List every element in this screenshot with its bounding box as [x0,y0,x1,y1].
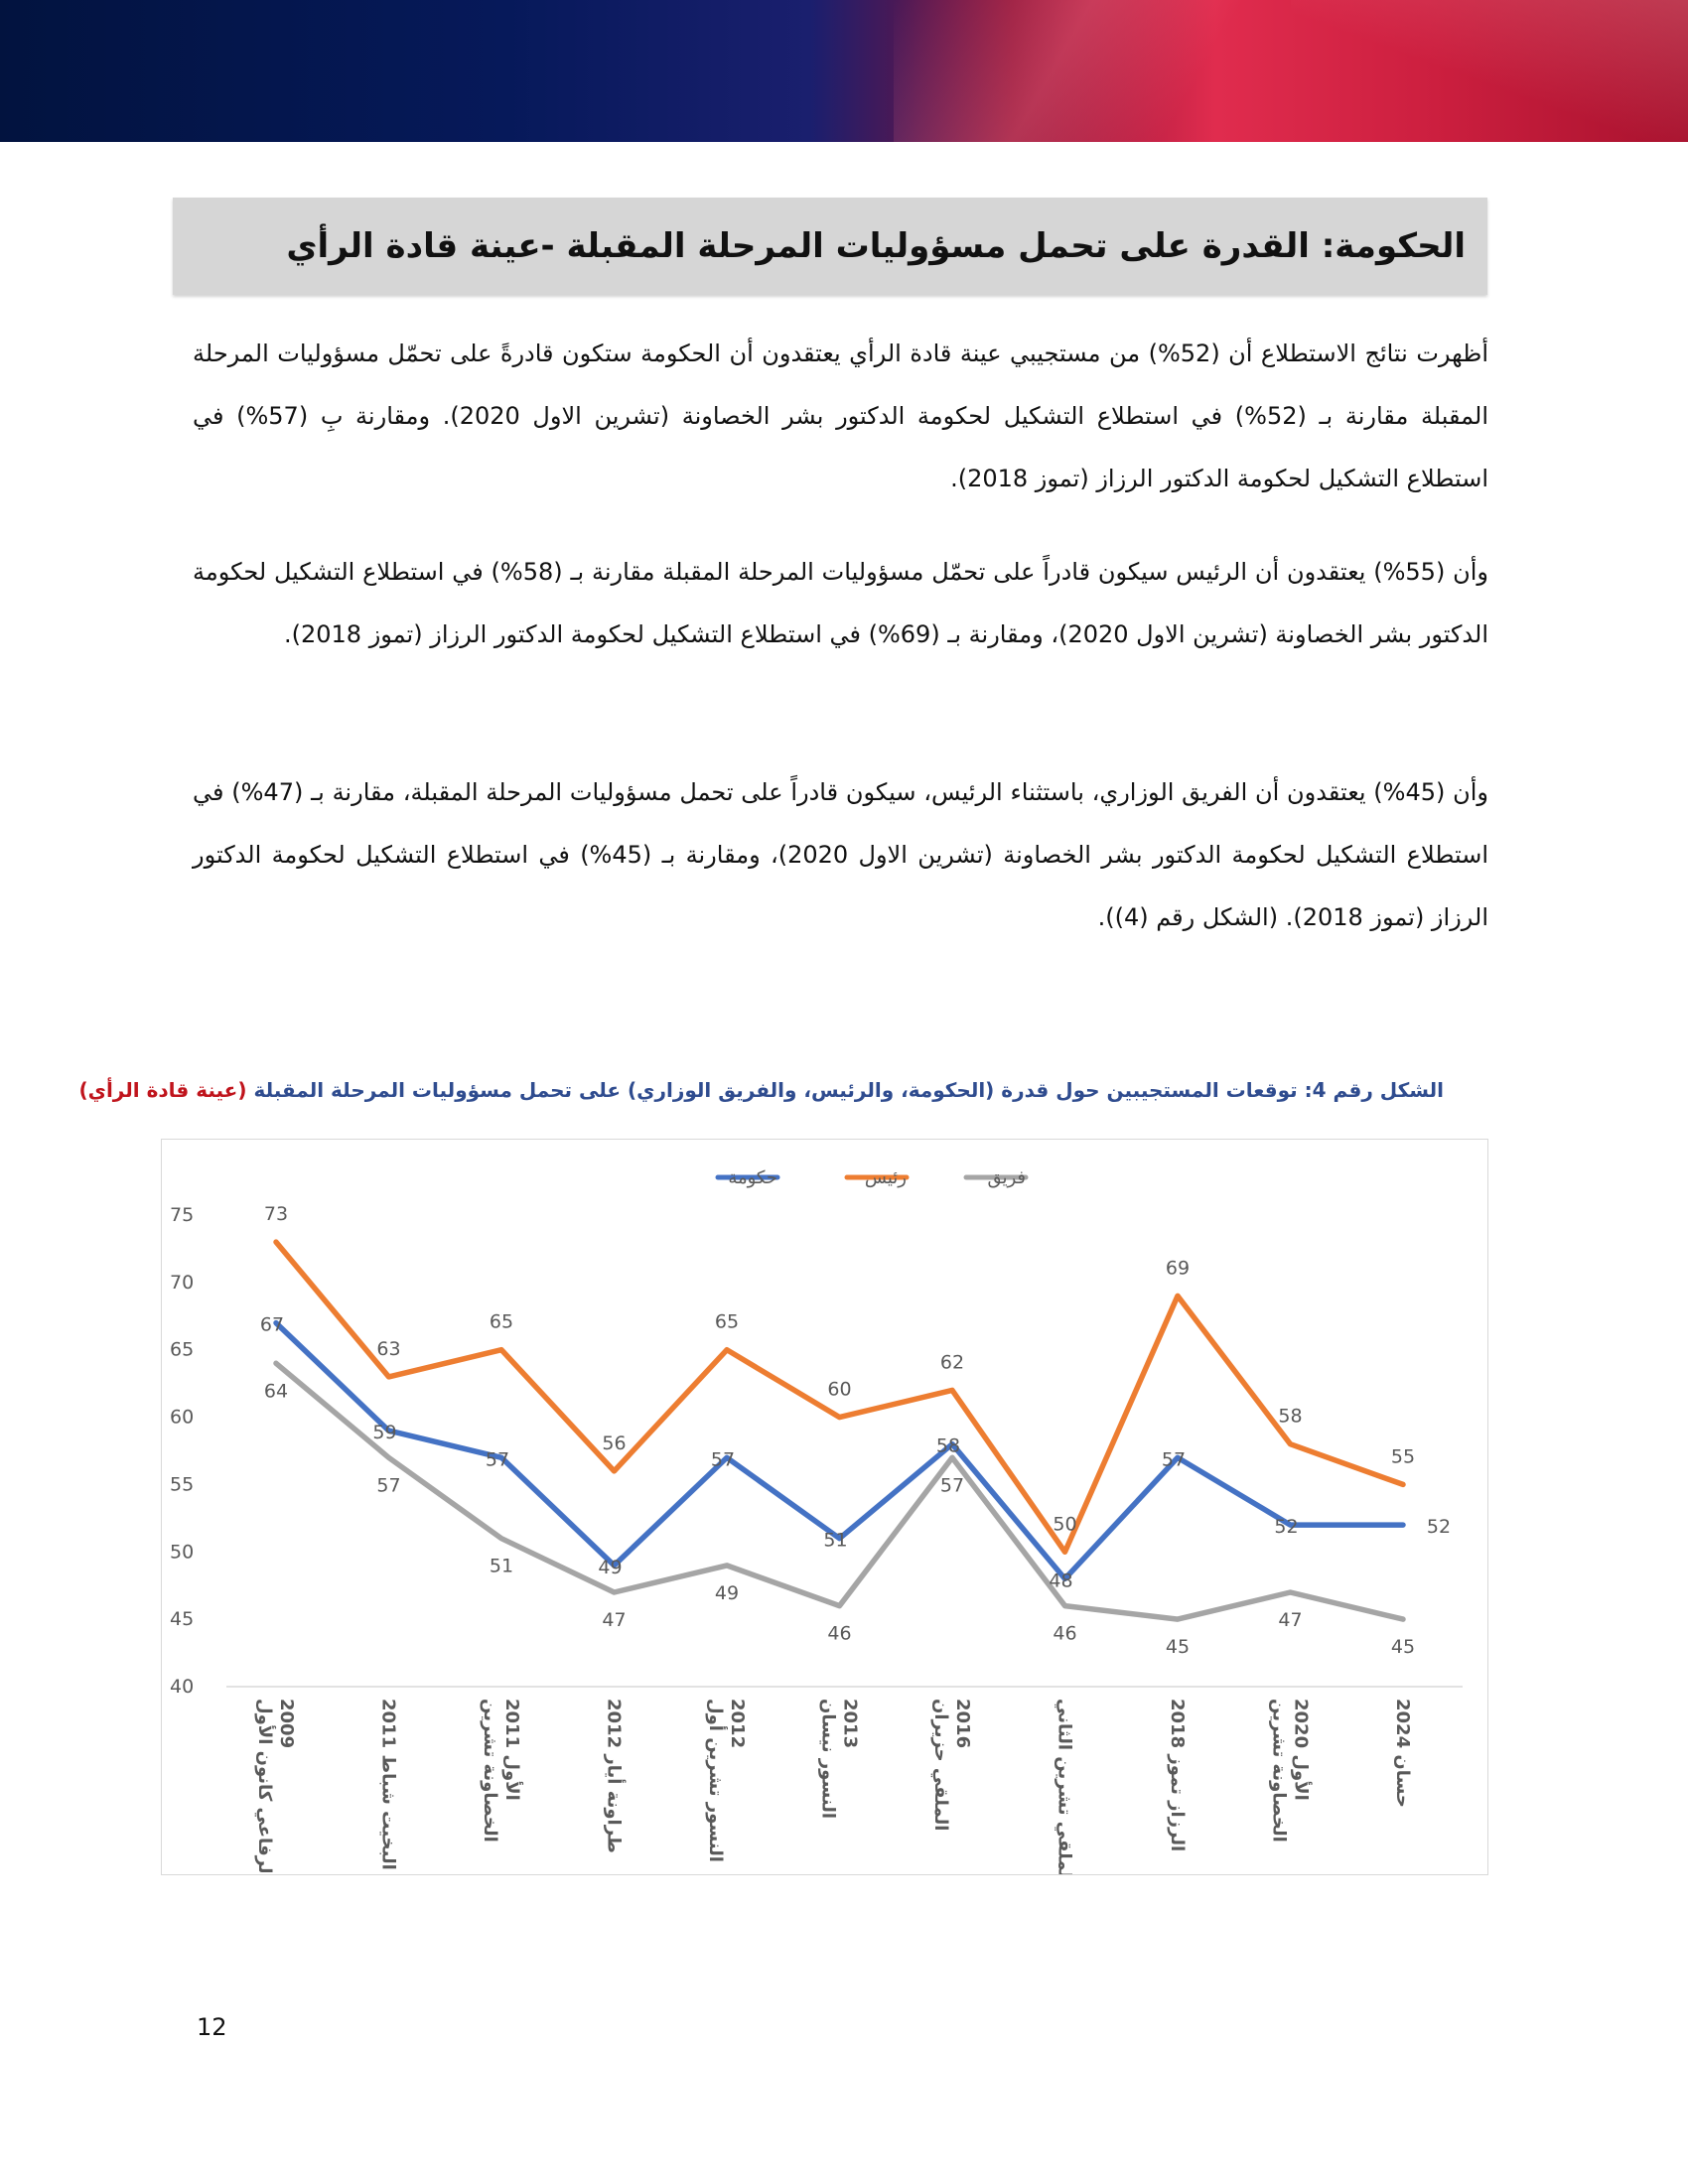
x-tick-label-line: البخيت شباط 2011 [377,1699,399,1870]
x-tick-label [254,1699,297,1874]
paragraph-government: أظهرت نتائج الاستطلاع أن (52%) من مستجيبي عينة قادة الرأي يعتقدون أن الحكومة ستكون قادرةً على تحمّل مسؤوليات المرحلة المقبلة مقارنة بـ (52%) في استطلاع التشكيل لحكومة الدكتور بشر الخصاونة (تشرين الاول 2020). ومقارنة بِ (57%) في استطلاع التشكيل لحكومة الدكتور الرزاز (تموز 2018). [193,340,1489,492]
legend-label: رئيس [864,1167,907,1188]
x-tick-label [705,1699,748,1862]
data-label: 46 [827,1622,852,1645]
paragraph-team: وأن (45%) يعتقدون أن الفريق الوزاري، باستثناء الرئيس، سيكون قادراً على تحمل مسؤوليات المرحلة المقبلة، مقارنة بـ (47%) في استطلاع التشكيل لحكومة الدكتور بشر الخصاونة (تشرين الاول 2020)، ومقارنة بـ (45%) في استطلاع التشكيل لحكومة الدكتور الرزاز (تموز 2018). (الشكل رقم (4)). [193,778,1489,931]
data-label: 57 [485,1448,510,1471]
figure-caption-main: الشكل رقم 4: توقعات المستجيبين حول قدرة (الحكومة، والرئيس، والفريق الوزاري) على تحمل مسؤوليات المرحلة المقبلة [253,1078,1444,1102]
data-label: 63 [376,1337,401,1360]
data-label: 50 [1053,1513,1077,1536]
y-tick-label: 75 [170,1204,195,1226]
x-tick-label-line: الأول 2011 [501,1699,522,1801]
data-label: 51 [489,1555,514,1577]
x-tick-label-line: الملقي حزيران [930,1699,951,1832]
banner-decoration [1291,0,1688,142]
data-label: 52 [1274,1516,1299,1539]
x-tick-label [604,1699,627,1853]
data-label: 47 [1278,1609,1303,1631]
chart-frame [161,1139,1488,1875]
x-tick-label [930,1699,973,1831]
line-chart [162,1140,1487,1874]
legend-label: فريق [987,1167,1026,1188]
data-label: 45 [1165,1636,1191,1659]
x-tick-label [1392,1699,1413,1808]
data-label: 62 [939,1351,965,1374]
data-label: 65 [489,1310,514,1333]
x-tick-label [1167,1699,1188,1851]
figure-caption-highlight: (عينة قادة الرأي) [78,1078,247,1102]
y-tick-label: 60 [170,1406,195,1429]
figure-caption [78,1070,1444,1110]
x-tick-label-line: الخصاونة تشرين [480,1699,500,1843]
x-tick-label-line: 2012 [727,1699,748,1749]
section-title: الحكومة: القدرة على تحمل مسؤوليات المرحلة المقبلة -عينة قادة الرأي [286,226,1466,266]
page-number: 12 [197,2013,227,2041]
x-tick-label [818,1699,861,1819]
data-label: 67 [259,1313,285,1336]
data-label: 52 [1426,1516,1452,1539]
y-tick-label: 70 [170,1271,195,1294]
x-tick-label-line: 2009 [276,1699,297,1749]
data-label: 51 [823,1529,848,1552]
y-tick-label: 55 [170,1473,195,1496]
x-tick-label-line: النسور تشرين أول [705,1699,726,1862]
x-tick-label-line: النسور نيسان [817,1699,839,1820]
x-tick-label [1269,1699,1313,1843]
data-label: 47 [602,1609,627,1631]
y-tick-label: 50 [170,1541,195,1564]
data-label: 46 [1053,1622,1077,1645]
x-tick-label-line: 2013 [839,1699,861,1749]
y-tick-label: 65 [170,1338,195,1361]
header-banner [0,0,1688,142]
x-tick-label [480,1699,523,1843]
data-label: 57 [376,1474,401,1497]
y-tick-label: 40 [170,1676,195,1698]
x-tick-label [1055,1699,1075,1874]
x-tick-label-line: طراونة أيار 2012 [603,1699,625,1853]
x-tick-label-line: الرزاز تموز 2018 [1167,1699,1188,1852]
data-label: 57 [710,1448,736,1471]
paragraph-president: وأن (55%) يعتقدون أن الرئيس سيكون قادراً على تحمّل مسؤوليات المرحلة المقبلة مقارنة بـ (58%) في استطلاع التشكيل لحكومة الدكتور بشر الخصاونة (تشرين الاول 2020)، ومقارنة بـ (69%) في استطلاع التشكيل لحكومة الدكتور الرزاز (تموز 2018). [193,558,1488,648]
data-label: 60 [827,1378,852,1401]
data-label: 57 [939,1474,965,1497]
x-tick-label [378,1699,399,1870]
data-label: 57 [1161,1448,1187,1471]
data-label: 45 [1390,1636,1416,1659]
data-label: 56 [602,1432,627,1454]
y-tick-label: 45 [170,1608,195,1631]
data-label: 73 [263,1203,289,1226]
data-label: 64 [263,1380,289,1403]
legend-label: حكومة [728,1167,777,1188]
x-tick-label-line: الخصاونة تشرين [1268,1699,1290,1843]
section-title-box [173,198,1487,295]
x-tick-label-line: الرفاعي كانون الأول [254,1699,275,1874]
x-tick-label-line: حسان 2024 [1392,1699,1413,1808]
banner-decoration [894,0,1311,142]
x-tick-label-line: الملقي تشرين الثاني [1054,1699,1075,1874]
data-label: 69 [1165,1257,1191,1280]
data-label: 49 [598,1556,623,1578]
x-tick-label-line: الأول 2020 [1290,1699,1312,1801]
data-label: 49 [714,1581,740,1604]
data-label: 59 [372,1422,397,1444]
data-label: 48 [1049,1570,1073,1592]
data-label: 55 [1390,1445,1416,1468]
data-label: 58 [1278,1405,1303,1428]
x-tick-label-line: 2016 [952,1699,973,1749]
data-label: 58 [935,1434,961,1457]
data-label: 65 [714,1310,740,1333]
